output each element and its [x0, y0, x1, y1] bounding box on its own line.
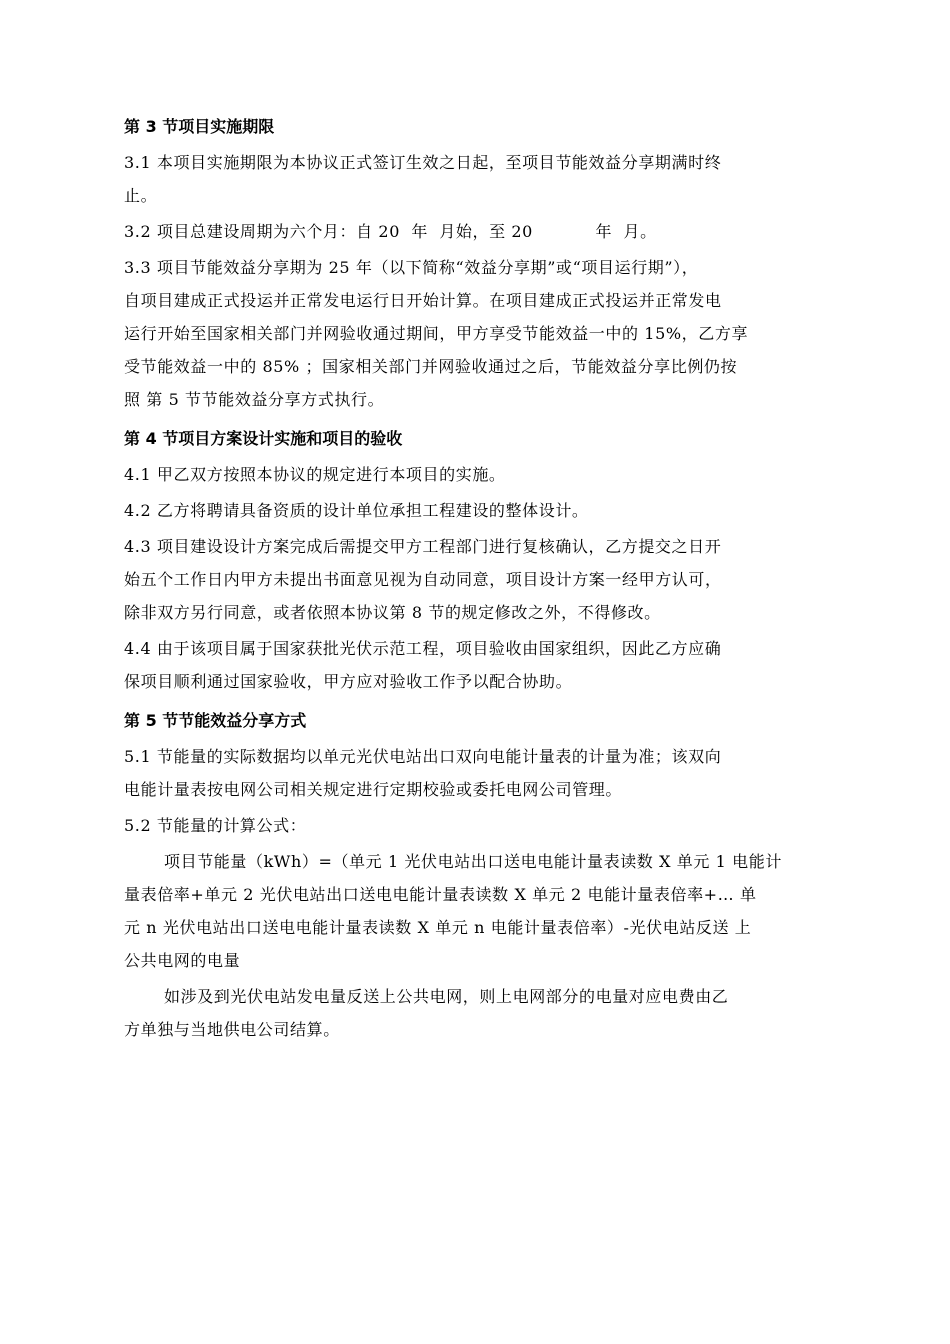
text-line: 公共电网的电量 [124, 951, 241, 970]
section-4-heading: 第 4 节项目方案设计实施和项目的验收 [124, 429, 403, 448]
text-line: 方单独与当地供电公司结算。 [124, 1020, 340, 1039]
text-line: 受节能效益一中的 85% ；国家相关部门并网验收通过之后，节能效益分享比例仍按 [124, 357, 738, 376]
paragraph-3-1 [124, 146, 836, 212]
section-5-heading: 第 5 节节能效益分享方式 [124, 711, 307, 730]
paragraph-4-4 [124, 632, 836, 698]
text-line: 保项目顺利通过国家验收，甲方应对验收工作予以配合协助。 [124, 672, 573, 691]
text-line: 元 n 光伏电站出口送电电能计量表读数 X 单元 n 电能计量表倍率）-光伏电站反送 上 [124, 918, 752, 937]
paragraph-5-2 [124, 809, 836, 842]
text-line: 运行开始至国家相关部门并网验收通过期间，甲方享受节能效益一中的 15%，乙方享 [124, 324, 749, 343]
text-line: 3.1 本项目实施期限为本协议正式签订生效之日起，至项目节能效益分享期满时终 [124, 153, 722, 172]
formula-paragraph [124, 845, 836, 977]
document-page [124, 110, 836, 1046]
text-line: 3.2 项目总建设周期为六个月：自 20 年 月始，至 20 年 月。 [124, 222, 657, 241]
text-line: 止。 [124, 186, 158, 205]
section-3-heading: 第 3 节项目实施期限 [124, 117, 275, 136]
text-line: 量表倍率+单元 2 光伏电站出口送电电能计量表读数 X 单元 2 电能计量表倍率+… 单 [124, 885, 757, 904]
paragraph-4-3 [124, 530, 836, 629]
text-line: 除非双方另行同意，或者依照本协议第 8 节的规定修改之外，不得修改。 [124, 603, 661, 622]
paragraph-3-2 [124, 215, 836, 248]
text-line: 3.3 项目节能效益分享期为 25 年（以下简称“效益分享期”或“项目运行期”）， [124, 258, 699, 277]
text-line: 4.2 乙方将聘请具备资质的设计单位承担工程建设的整体设计。 [124, 501, 589, 520]
text-line: 始五个工作日内甲方未提出书面意见视为自动同意，项目设计方案一经甲方认可， [124, 570, 722, 589]
paragraph-3-3 [124, 251, 836, 416]
paragraph-4-2 [124, 494, 836, 527]
text-line: 电能计量表按电网公司相关规定进行定期校验或委托电网公司管理。 [124, 780, 623, 799]
text-line: 5.1 节能量的实际数据均以单元光伏电站出口双向电能计量表的计量为准；该双向 [124, 747, 722, 766]
text-line: 5.2 节能量的计算公式： [124, 816, 307, 835]
text-line: 照 第 5 节节能效益分享方式执行。 [124, 390, 385, 409]
text-line: 项目节能量（kWh）=（单元 1 光伏电站出口送电电能计量表读数 X 单元 1 电能计 [164, 852, 782, 871]
text-line: 如涉及到光伏电站发电量反送上公共电网，则上电网部分的电量对应电费由乙 [164, 987, 729, 1006]
text-line: 自项目建成正式投运并正常发电运行日开始计算。在项目建成正式投运并正常发电 [124, 291, 722, 310]
settlement-paragraph [124, 980, 836, 1046]
paragraph-4-1 [124, 458, 836, 491]
paragraph-5-1 [124, 740, 836, 806]
text-line: 4.3 项目建设设计方案完成后需提交甲方工程部门进行复核确认，乙方提交之日开 [124, 537, 722, 556]
text-line: 4.1 甲乙双方按照本协议的规定进行本项目的实施。 [124, 465, 506, 484]
text-line: 4.4 由于该项目属于国家获批光伏示范工程，项目验收由国家组织，因此乙方应确 [124, 639, 722, 658]
